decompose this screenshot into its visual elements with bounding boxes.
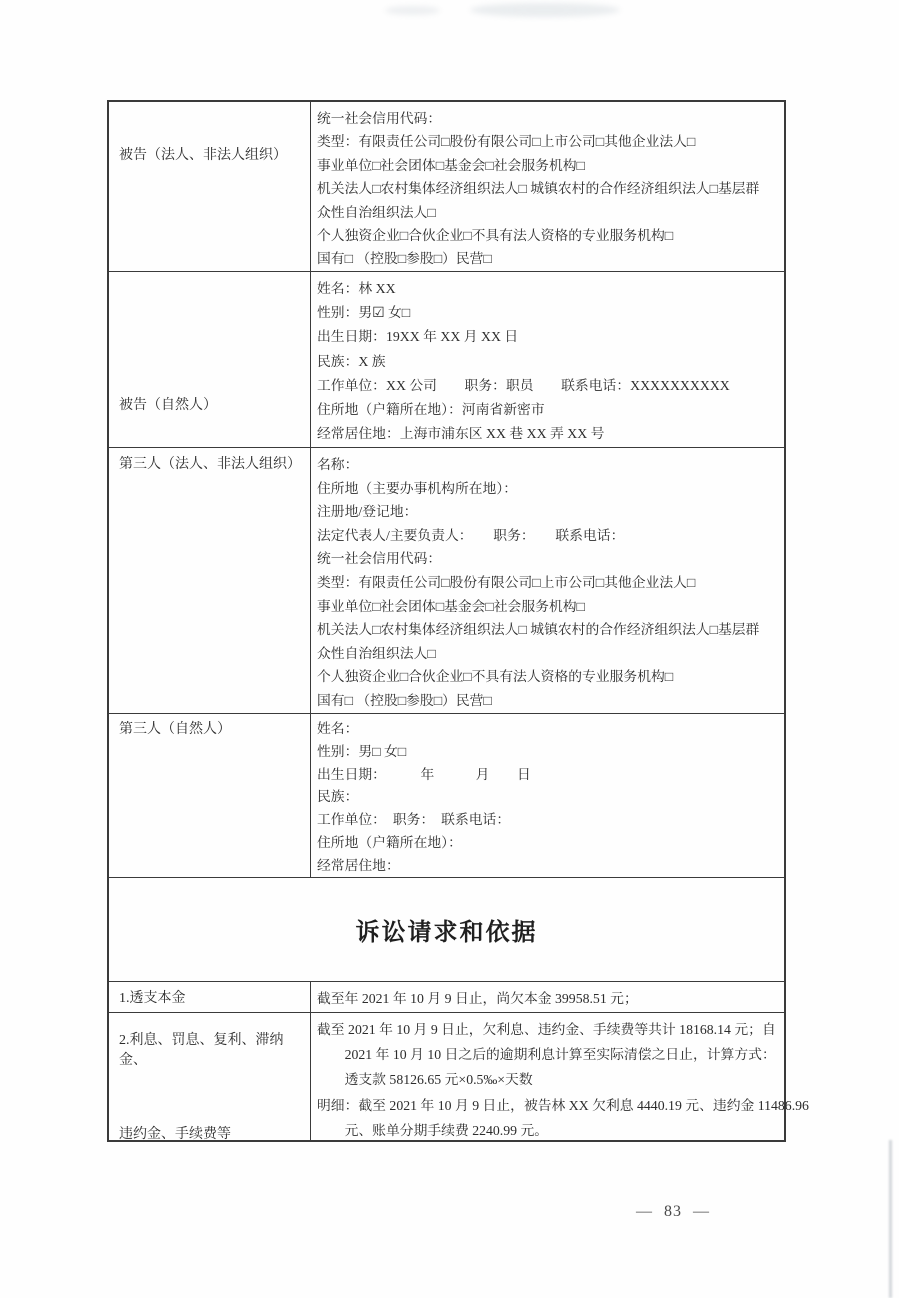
field-line: 出生日期：19XX 年 XX 月 XX 日 <box>317 329 519 345</box>
complaint-elements-table <box>107 100 809 1142</box>
field-line: 2021 年 10 月 10 日之后的逾期利息计算至实际清偿之日止，计算方式： <box>317 1047 776 1063</box>
row-label-text: 被告（自然人） <box>119 398 217 413</box>
field-line: 经常居住地：上海市浦东区 XX 巷 XX 弄 XX 号 <box>317 426 605 442</box>
field-line: 经常居住地： <box>317 857 400 873</box>
field-line: 事业单位□社会团体□基金会□社会服务机构□ <box>317 157 585 173</box>
field-line: 姓名： <box>317 721 359 736</box>
row-content-defendant-person <box>311 272 784 447</box>
field-line: 机关法人□农村集体经济组织法人□ 城镇农村的合作经济组织法人□基层群 <box>317 181 760 197</box>
row-label-text: 被告（法人、非法人组织） <box>119 148 287 163</box>
field-line: 注册地/登记地： <box>317 504 418 520</box>
field-line: 民族： <box>317 789 359 805</box>
row-label-defendant-organization <box>109 102 311 271</box>
row-label-text: 1.透支本金 <box>119 991 186 1006</box>
field-line: 国有□ （控股□参股□）民营□ <box>317 692 492 708</box>
field-line: 国有□ （控股□参股□）民营□ <box>317 251 492 267</box>
section-title: 诉讼请求和依据 <box>355 920 538 946</box>
page-number: — 83 — <box>636 1203 710 1220</box>
scan-edge-shadow <box>889 1140 892 1298</box>
field-line: 明细：截至 2021 年 10 月 9 日止，被告林 XX 欠利息 4440.19 元、违约金 11486.96 <box>317 1097 809 1113</box>
field-line: 名称： <box>317 457 359 472</box>
table-row-thirdparty-person <box>109 714 784 878</box>
claim-content-interest-fees <box>311 1013 811 1140</box>
table-row-section-title <box>109 878 784 982</box>
field-line: 统一社会信用代码： <box>317 111 442 126</box>
field-line: 类型：有限责任公司□股份有限公司□上市公司□其他企业法人□ <box>317 134 696 150</box>
field-line: 住所地（户籍所在地）： <box>317 834 462 850</box>
claim-label-principal <box>109 982 311 1012</box>
row-label-thirdparty-organization <box>109 448 311 713</box>
field-line: 元、账单分期手续费 2240.99 元。 <box>317 1122 549 1138</box>
table-row-claim-interest-fees <box>109 1013 809 1142</box>
claim-label-interest-fees <box>109 1013 311 1140</box>
row-label-thirdparty-person <box>109 714 311 877</box>
field-line: 统一社会信用代码： <box>317 551 442 567</box>
row-content-thirdparty-person <box>311 714 784 877</box>
field-line: 个人独资企业□合伙企业□不具有法人资格的专业服务机构□ <box>317 228 674 244</box>
table-row-claim-principal <box>109 982 784 1013</box>
field-line: 类型：有限责任公司□股份有限公司□上市公司□其他企业法人□ <box>317 574 696 590</box>
field-line: 机关法人□农村集体经济组织法人□ 城镇农村的合作经济组织法人□基层群 <box>317 622 760 638</box>
row-content-defendant-organization <box>311 102 784 271</box>
field-line: 法定代表人/主要负责人： 职务： 联系电话： <box>317 527 625 543</box>
row-label-text: 违约金、手续费等 <box>119 1127 231 1142</box>
row-label-text: 第三人（法人、非法人组织） <box>119 457 301 472</box>
field-line: 众性自治组织法人□ <box>317 645 436 661</box>
field-line: 住所地（户籍所在地）：河南省新密市 <box>317 402 545 418</box>
table-row-defendant-organization <box>109 102 784 272</box>
field-line: 住所地（主要办事机构所在地）： <box>317 480 518 496</box>
field-line: 透支款 58126.65 元×0.5‰×天数 <box>317 1072 533 1088</box>
field-line: 截至年 2021 年 10 月 9 日止，尚欠本金 39958.51 元； <box>317 991 638 1006</box>
row-label-text: 2.利息、罚息、复利、滞纳金、 <box>119 1033 284 1068</box>
row-content-thirdparty-organization <box>311 448 784 713</box>
row-label-defendant-person <box>109 272 311 447</box>
row-label-text: 第三人（自然人） <box>119 722 231 737</box>
field-line: 工作单位：XX 公司 职务：职员 联系电话：XXXXXXXXXX <box>317 377 730 393</box>
field-line: 截至 2021 年 10 月 9 日止，欠利息、违约金、手续费等共计 18168.14 元；自 <box>317 1022 776 1037</box>
table-row-defendant-person <box>109 272 784 448</box>
scan-artifact <box>470 3 620 17</box>
field-line: 姓名：林 XX <box>317 281 396 296</box>
scan-artifact <box>385 6 440 15</box>
field-line: 个人独资企业□合伙企业□不具有法人资格的专业服务机构□ <box>317 669 674 685</box>
claim-content-principal <box>311 982 784 1012</box>
field-line: 事业单位□社会团体□基金会□社会服务机构□ <box>317 598 585 614</box>
field-line: 民族：X 族 <box>317 353 386 369</box>
field-line: 工作单位： 职务： 联系电话： <box>317 812 511 828</box>
field-line: 出生日期： 年 月 日 <box>317 766 531 782</box>
field-line: 众性自治组织法人□ <box>317 204 436 220</box>
table-row-thirdparty-organization <box>109 448 784 714</box>
field-line: 性别：男□ 女□ <box>317 743 407 759</box>
field-line: 性别：男☑ 女□ <box>317 305 411 321</box>
